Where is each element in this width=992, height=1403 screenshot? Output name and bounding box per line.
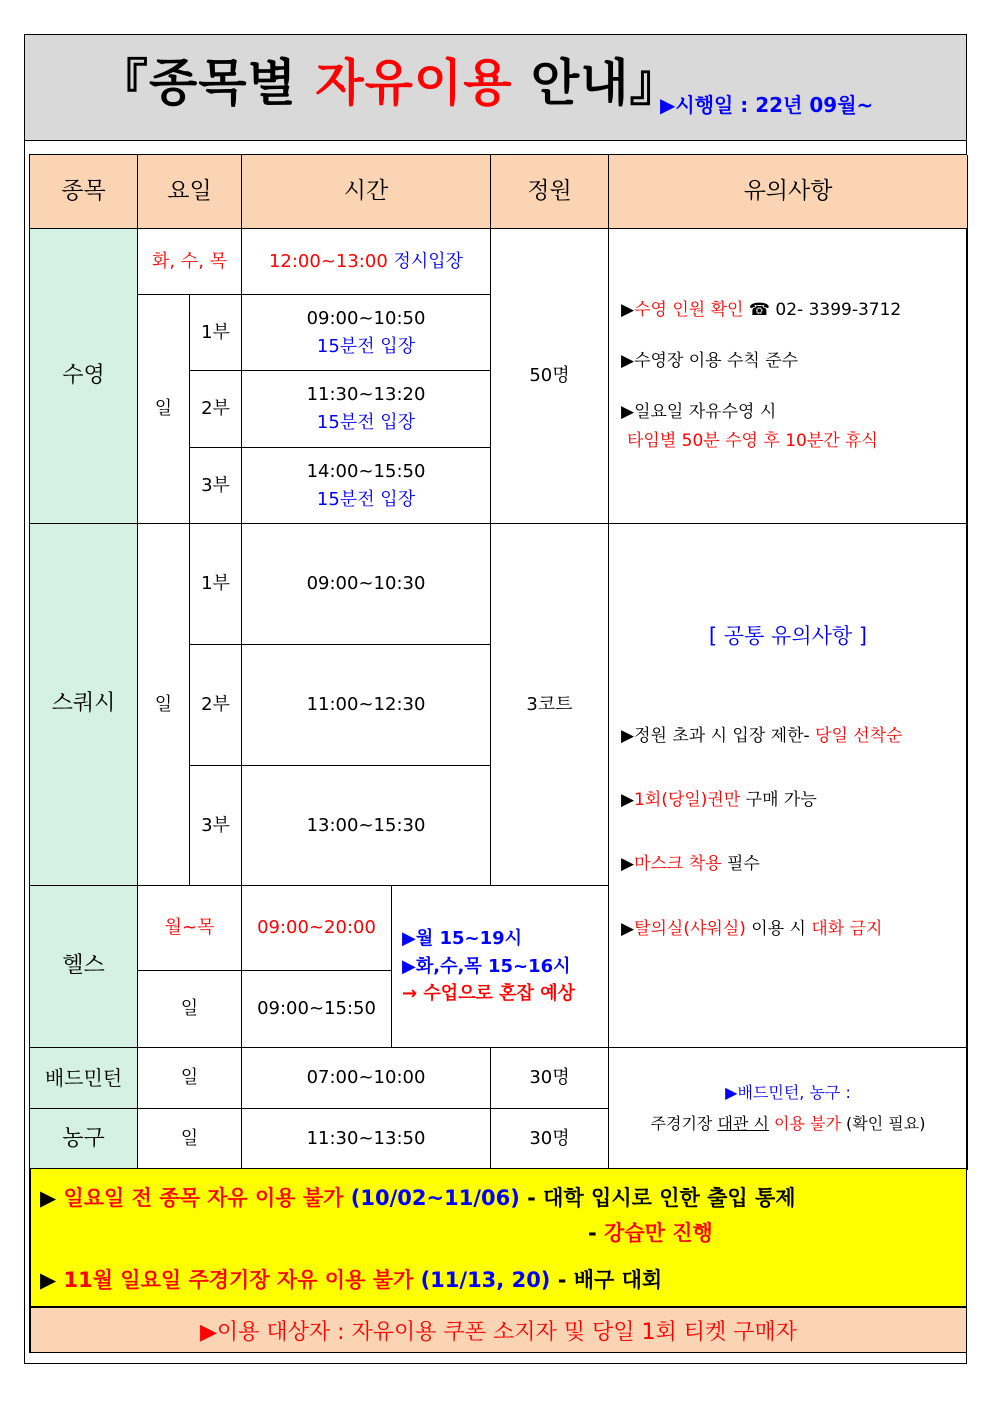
- squash-day: 일: [138, 524, 190, 886]
- badminton-day: 일: [138, 1048, 242, 1109]
- sport-swimming: 수영: [30, 229, 138, 524]
- swim-session-label: 2부: [190, 371, 242, 448]
- page-title: 『종목별 자유이용 안내』: [98, 54, 681, 112]
- header-day: 요일: [138, 155, 242, 229]
- court-notes: ▶배드민턴, 농구 : 주경기장 대관 시 이용 불가 (확인 필요): [609, 1048, 968, 1170]
- header-time: 시간: [242, 155, 491, 229]
- gym-weekday-time: 09:00~20:00: [242, 886, 392, 971]
- squash-session-time: 09:00~10:30: [242, 524, 491, 645]
- notice-1-continued: - 강습만 진행: [588, 1221, 713, 1245]
- swim-session-time: 14:00~15:50 15분전 입장: [242, 448, 491, 524]
- swim-weekday-days: 화, 수, 목: [138, 229, 242, 295]
- notice-2: ▶ 11월 일요일 주경기장 자유 이용 불가 (11/13, 20) - 배구 대회: [40, 1268, 663, 1292]
- notice-1: ▶ 일요일 전 종목 자유 이용 불가 (10/02~11/06) - 대학 입시로 인한 출입 통제: [40, 1186, 796, 1210]
- basketball-time: 11:30~13:50: [242, 1109, 491, 1170]
- squash-session-label: 2부: [190, 645, 242, 766]
- gym-sunday-time: 09:00~15:50: [242, 971, 392, 1048]
- eligibility-footer: ▶이용 대상자 : 자유이용 쿠폰 소지자 및 당일 1회 티켓 구매자: [30, 1307, 967, 1353]
- header-capacity: 정원: [491, 155, 609, 229]
- gym-weekday-days: 월~목: [138, 886, 242, 971]
- gym-busy-notice: ▶월 15~19시 ▶화,수,목 15~16시 → 수업으로 혼잡 예상: [392, 886, 609, 1048]
- swim-notes: ▶수영 인원 확인 ☎ 02- 3399-3712 ▶수영장 이용 수칙 준수 ▶일요일 자유수영 시 타임별 50분 수영 후 10분간 휴식: [609, 229, 968, 524]
- basketball-capacity: 30명: [491, 1109, 609, 1170]
- swim-sunday: 일: [138, 295, 190, 524]
- swim-capacity: 50명: [491, 229, 609, 524]
- squash-session-label: 1부: [190, 524, 242, 645]
- header-notes: 유의사항: [609, 155, 968, 229]
- squash-session-label: 3부: [190, 766, 242, 886]
- squash-session-time: 11:00~12:30: [242, 645, 491, 766]
- gym-sunday: 일: [138, 971, 242, 1048]
- common-notes-title: [ 공통 유의사항 ]: [708, 624, 868, 648]
- squash-capacity: 3코트: [491, 524, 609, 886]
- common-notes: [ 공통 유의사항 ] ▶정원 초과 시 입장 제한- 당일 선착순 ▶1회(당일)권만 구매 가능 ▶마스크 착용 필수 ▶탈의실(샤워실) 이용 시 대화 금지: [609, 524, 968, 1048]
- effective-date: ▶시행일 : 22년 09월~: [660, 93, 874, 117]
- swim-session-label: 1부: [190, 295, 242, 371]
- swim-session-time: 09:00~10:50 15분전 입장: [242, 295, 491, 371]
- sport-squash: 스쿼시: [30, 524, 138, 886]
- swim-weekday-time: 12:00~13:00 정시입장: [242, 229, 491, 295]
- badminton-capacity: 30명: [491, 1048, 609, 1109]
- squash-session-time: 13:00~15:30: [242, 766, 491, 886]
- sport-basketball: 농구: [30, 1109, 138, 1170]
- sport-badminton: 배드민턴: [30, 1048, 138, 1109]
- sport-gym: 헬스: [30, 886, 138, 1048]
- header-sport: 종목: [30, 155, 138, 229]
- basketball-day: 일: [138, 1109, 242, 1170]
- swim-session-label: 3부: [190, 448, 242, 524]
- badminton-time: 07:00~10:00: [242, 1048, 491, 1109]
- swim-session-time: 11:30~13:20 15분전 입장: [242, 371, 491, 448]
